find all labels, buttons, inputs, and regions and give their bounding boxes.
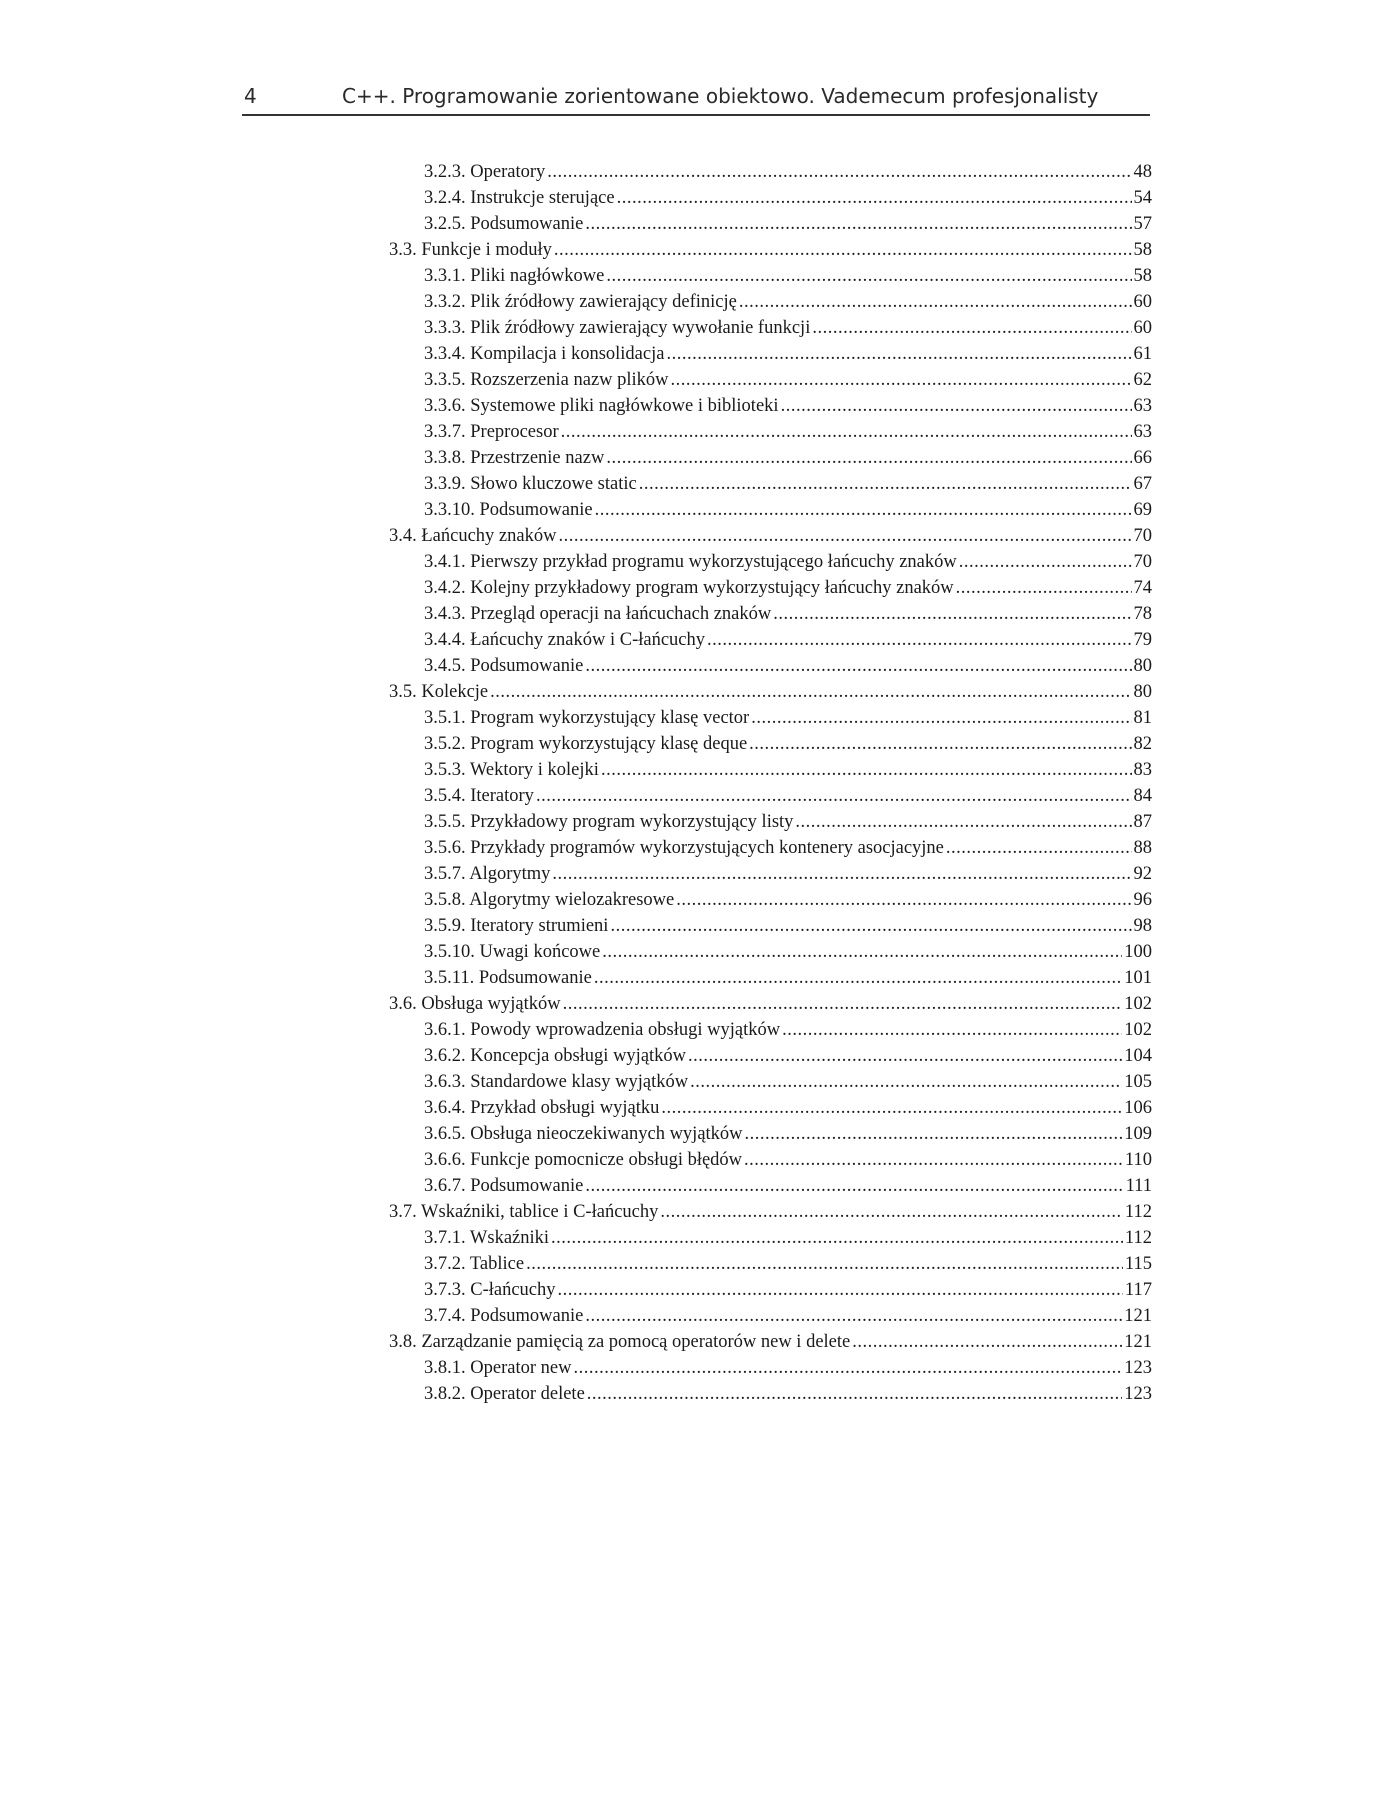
toc-entry-title: 3.6.3. Standardowe klasy wyjątków: [424, 1072, 689, 1092]
toc-entry-page-number: 48: [1133, 162, 1152, 182]
toc-subsection-entry: [389, 474, 1152, 500]
toc-entry-title: 3.3.8. Przestrzenie nazw: [424, 448, 605, 468]
toc-entry-title: 3.5.2. Program wykorzystujący klasę deque: [424, 734, 748, 754]
toc-entry-page-number: 100: [1124, 942, 1152, 962]
toc-entry-title: 3.5.3. Wektory i kolejki: [424, 760, 599, 780]
toc-subsection-entry: [389, 1072, 1152, 1098]
toc-entry-title: 3.4. Łańcuchy znaków: [389, 526, 557, 546]
toc-subsection-entry: [389, 578, 1152, 604]
toc-entry-page-number: 102: [1124, 1020, 1152, 1040]
toc-subsection-entry: [389, 942, 1152, 968]
toc-entry-title: 3.7. Wskaźniki, tablice i C-łańcuchy: [389, 1202, 659, 1222]
toc-entry-page-number: 58: [1133, 240, 1152, 260]
page-header: [242, 78, 1150, 116]
toc-entry-page-number: 123: [1124, 1358, 1152, 1378]
toc-subsection-entry: [389, 1358, 1152, 1384]
toc-entry-title: 3.4.3. Przegląd operacji na łańcuchach znaków: [424, 604, 772, 624]
toc-entry-page-number: 67: [1133, 474, 1152, 494]
toc-entry-title: 3.8.1. Operator new: [424, 1358, 572, 1378]
toc-dot-leader: [526, 1254, 1123, 1275]
toc-dot-leader: [585, 1176, 1123, 1197]
toc-dot-leader: [773, 604, 1131, 625]
toc-subsection-entry: [389, 292, 1152, 318]
toc-subsection-entry: [389, 188, 1152, 214]
toc-entry-page-number: 92: [1133, 864, 1152, 884]
toc-entry-title: 3.2.4. Instrukcje sterujące: [424, 188, 615, 208]
toc-entry-title: 3.4.1. Pierwszy przykład programu wykorzystującego łańcuchy znaków: [424, 552, 957, 572]
toc-entry-title: 3.6.1. Powody wprowadzenia obsługi wyjątków: [424, 1020, 781, 1040]
toc-entry-page-number: 80: [1133, 682, 1152, 702]
toc-dot-leader: [610, 916, 1131, 937]
toc-dot-leader: [676, 890, 1131, 911]
toc-dot-leader: [558, 526, 1131, 547]
toc-entry-title: 3.2.3. Operatory: [424, 162, 546, 182]
toc-subsection-entry: [389, 448, 1152, 474]
toc-entry-title: 3.3.9. Słowo kluczowe static: [424, 474, 637, 494]
toc-entry-page-number: 96: [1133, 890, 1152, 910]
toc-entry-page-number: 102: [1124, 994, 1152, 1014]
toc-subsection-entry: [389, 786, 1152, 812]
toc-entry-title: 3.4.5. Podsumowanie: [424, 656, 584, 676]
toc-subsection-entry: [389, 1124, 1152, 1150]
toc-dot-leader: [617, 188, 1132, 209]
toc-entry-title: 3.5. Kolekcje: [389, 682, 489, 702]
toc-entry-title: 3.5.7. Algorytmy: [424, 864, 551, 884]
toc-entry-page-number: 58: [1133, 266, 1152, 286]
toc-entry-page-number: 121: [1124, 1332, 1152, 1352]
toc-entry-page-number: 87: [1133, 812, 1152, 832]
toc-dot-leader: [946, 838, 1132, 859]
toc-section-entry: [389, 240, 1152, 266]
toc-subsection-entry: [389, 838, 1152, 864]
toc-entry-page-number: 105: [1124, 1072, 1152, 1092]
toc-subsection-entry: [389, 1176, 1152, 1202]
toc-dot-leader: [606, 266, 1131, 287]
toc-subsection-entry: [389, 1228, 1152, 1254]
toc-subsection-entry: [389, 1254, 1152, 1280]
toc-entry-title: 3.5.9. Iteratory strumieni: [424, 916, 609, 936]
toc-dot-leader: [782, 1020, 1122, 1041]
toc-subsection-entry: [389, 656, 1152, 682]
toc-dot-leader: [551, 1228, 1123, 1249]
toc-entry-page-number: 83: [1133, 760, 1152, 780]
toc-dot-leader: [852, 1332, 1122, 1353]
toc-dot-leader: [601, 760, 1132, 781]
toc-subsection-entry: [389, 916, 1152, 942]
toc-entry-page-number: 109: [1124, 1124, 1152, 1144]
toc-subsection-entry: [389, 1384, 1152, 1410]
toc-subsection-entry: [389, 890, 1152, 916]
toc-subsection-entry: [389, 422, 1152, 448]
toc-entry-page-number: 63: [1133, 422, 1152, 442]
toc-entry-title: 3.8.2. Operator delete: [424, 1384, 585, 1404]
toc-dot-leader: [812, 318, 1131, 339]
toc-entry-page-number: 54: [1133, 188, 1152, 208]
toc-entry-page-number: 69: [1133, 500, 1152, 520]
toc-dot-leader: [558, 1280, 1123, 1301]
toc-dot-leader: [744, 1150, 1123, 1171]
toc-entry-page-number: 106: [1124, 1098, 1152, 1118]
toc-entry-title: 3.3.3. Plik źródłowy zawierający wywołanie funkcji: [424, 318, 811, 338]
toc-dot-leader: [606, 448, 1131, 469]
toc-entry-page-number: 61: [1133, 344, 1152, 364]
toc-dot-leader: [745, 1124, 1123, 1145]
table-of-contents: [389, 162, 1152, 1410]
toc-subsection-entry: [389, 370, 1152, 396]
toc-dot-leader: [707, 630, 1131, 651]
toc-section-entry: [389, 994, 1152, 1020]
toc-entry-page-number: 82: [1133, 734, 1152, 754]
toc-entry-title: 3.4.4. Łańcuchy znaków i C-łańcuchy: [424, 630, 706, 650]
toc-entry-title: 3.5.6. Przykłady programów wykorzystujących kontenery asocjacyjne: [424, 838, 944, 858]
toc-entry-page-number: 63: [1133, 396, 1152, 416]
toc-dot-leader: [587, 1384, 1122, 1405]
toc-entry-page-number: 111: [1125, 1176, 1152, 1196]
toc-dot-leader: [781, 396, 1132, 417]
toc-subsection-entry: [389, 968, 1152, 994]
toc-entry-page-number: 70: [1133, 552, 1152, 572]
toc-subsection-entry: [389, 812, 1152, 838]
toc-entry-title: 3.3.2. Plik źródłowy zawierający definicję: [424, 292, 737, 312]
toc-dot-leader: [573, 1358, 1122, 1379]
toc-dot-leader: [749, 734, 1131, 755]
toc-subsection-entry: [389, 1020, 1152, 1046]
toc-entry-page-number: 60: [1133, 292, 1152, 312]
toc-entry-page-number: 121: [1124, 1306, 1152, 1326]
toc-entry-page-number: 80: [1133, 656, 1152, 676]
toc-dot-leader: [547, 162, 1131, 183]
toc-entry-title: 3.5.10. Uwagi końcowe: [424, 942, 601, 962]
toc-entry-title: 3.5.1. Program wykorzystujący klasę vector: [424, 708, 750, 728]
toc-subsection-entry: [389, 318, 1152, 344]
toc-subsection-entry: [389, 1280, 1152, 1306]
toc-section-entry: [389, 526, 1152, 552]
toc-entry-title: 3.6.7. Podsumowanie: [424, 1176, 584, 1196]
toc-entry-page-number: 112: [1124, 1202, 1152, 1222]
toc-entry-page-number: 57: [1133, 214, 1152, 234]
toc-entry-title: 3.6.5. Obsługa nieoczekiwanych wyjątków: [424, 1124, 743, 1144]
toc-subsection-entry: [389, 760, 1152, 786]
toc-subsection-entry: [389, 604, 1152, 630]
toc-entry-page-number: 84: [1133, 786, 1152, 806]
toc-subsection-entry: [389, 500, 1152, 526]
toc-entry-title: 3.5.8. Algorytmy wielozakresowe: [424, 890, 675, 910]
toc-entry-title: 3.3.7. Preprocesor: [424, 422, 559, 442]
toc-entry-title: 3.3.6. Systemowe pliki nagłówkowe i biblioteki: [424, 396, 779, 416]
toc-dot-leader: [595, 500, 1132, 521]
toc-dot-leader: [795, 812, 1131, 833]
toc-subsection-entry: [389, 1150, 1152, 1176]
toc-dot-leader: [602, 942, 1122, 963]
toc-dot-leader: [671, 370, 1132, 391]
toc-entry-page-number: 98: [1133, 916, 1152, 936]
toc-entry-title: 3.7.3. C-łańcuchy: [424, 1280, 556, 1300]
toc-dot-leader: [751, 708, 1131, 729]
toc-dot-leader: [561, 422, 1132, 443]
toc-entry-page-number: 70: [1133, 526, 1152, 546]
toc-entry-page-number: 79: [1133, 630, 1152, 650]
toc-entry-title: 3.3.5. Rozszerzenia nazw plików: [424, 370, 669, 390]
toc-entry-title: 3.6. Obsługa wyjątków: [389, 994, 561, 1014]
toc-dot-leader: [660, 1202, 1123, 1223]
toc-entry-title: 3.7.1. Wskaźniki: [424, 1228, 550, 1248]
toc-entry-title: 3.6.6. Funkcje pomocnicze obsługi błędów: [424, 1150, 743, 1170]
toc-entry-page-number: 66: [1133, 448, 1152, 468]
toc-entry-page-number: 117: [1124, 1280, 1152, 1300]
toc-subsection-entry: [389, 1046, 1152, 1072]
toc-dot-leader: [956, 578, 1132, 599]
toc-dot-leader: [739, 292, 1132, 313]
toc-dot-leader: [666, 344, 1131, 365]
toc-entry-title: 3.4.2. Kolejny przykładowy program wykorzystujący łańcuchy znaków: [424, 578, 954, 598]
toc-dot-leader: [490, 682, 1131, 703]
toc-subsection-entry: [389, 630, 1152, 656]
toc-entry-page-number: 78: [1133, 604, 1152, 624]
toc-entry-page-number: 62: [1133, 370, 1152, 390]
toc-subsection-entry: [389, 162, 1152, 188]
toc-dot-leader: [594, 968, 1122, 989]
toc-entry-page-number: 104: [1124, 1046, 1152, 1066]
toc-dot-leader: [585, 214, 1131, 235]
toc-entry-title: 3.3.1. Pliki nagłówkowe: [424, 266, 605, 286]
toc-entry-page-number: 115: [1124, 1254, 1152, 1274]
toc-entry-page-number: 60: [1133, 318, 1152, 338]
running-title: C++. Programowanie zorientowane obiektowo. Vademecum profesjonalisty: [342, 84, 1099, 108]
toc-subsection-entry: [389, 708, 1152, 734]
page-number: 4: [244, 84, 257, 108]
toc-dot-leader: [959, 552, 1132, 573]
toc-entry-page-number: 112: [1124, 1228, 1152, 1248]
toc-subsection-entry: [389, 864, 1152, 890]
toc-entry-page-number: 88: [1133, 838, 1152, 858]
toc-entry-title: 3.7.4. Podsumowanie: [424, 1306, 584, 1326]
toc-subsection-entry: [389, 266, 1152, 292]
toc-entry-title: 3.3. Funkcje i moduły: [389, 240, 552, 260]
toc-entry-title: 3.5.11. Podsumowanie: [424, 968, 592, 988]
toc-section-entry: [389, 1202, 1152, 1228]
toc-dot-leader: [688, 1046, 1122, 1067]
toc-dot-leader: [554, 240, 1132, 261]
toc-entry-title: 3.6.4. Przykład obsługi wyjątku: [424, 1098, 660, 1118]
toc-section-entry: [389, 682, 1152, 708]
toc-subsection-entry: [389, 1098, 1152, 1124]
toc-subsection-entry: [389, 734, 1152, 760]
toc-dot-leader: [585, 656, 1131, 677]
toc-section-entry: [389, 1332, 1152, 1358]
toc-dot-leader: [690, 1072, 1122, 1093]
toc-entry-page-number: 101: [1124, 968, 1152, 988]
toc-entry-title: 3.8. Zarządzanie pamięcią za pomocą operatorów new i delete: [389, 1332, 851, 1352]
toc-dot-leader: [563, 994, 1123, 1015]
toc-dot-leader: [639, 474, 1132, 495]
toc-subsection-entry: [389, 396, 1152, 422]
toc-entry-title: 3.2.5. Podsumowanie: [424, 214, 584, 234]
toc-subsection-entry: [389, 552, 1152, 578]
toc-entry-title: 3.3.10. Podsumowanie: [424, 500, 593, 520]
toc-entry-title: 3.6.2. Koncepcja obsługi wyjątków: [424, 1046, 687, 1066]
toc-dot-leader: [661, 1098, 1122, 1119]
toc-dot-leader: [536, 786, 1132, 807]
toc-dot-leader: [552, 864, 1131, 885]
toc-subsection-entry: [389, 1306, 1152, 1332]
toc-entry-title: 3.3.4. Kompilacja i konsolidacja: [424, 344, 665, 364]
toc-entry-page-number: 81: [1133, 708, 1152, 728]
toc-subsection-entry: [389, 214, 1152, 240]
toc-entry-page-number: 123: [1124, 1384, 1152, 1404]
toc-entry-page-number: 110: [1124, 1150, 1152, 1170]
toc-entry-title: 3.5.5. Przykładowy program wykorzystujący listy: [424, 812, 794, 832]
toc-entry-title: 3.7.2. Tablice: [424, 1254, 525, 1274]
toc-entry-page-number: 74: [1133, 578, 1152, 598]
toc-dot-leader: [585, 1306, 1122, 1327]
toc-subsection-entry: [389, 344, 1152, 370]
toc-entry-title: 3.5.4. Iteratory: [424, 786, 534, 806]
